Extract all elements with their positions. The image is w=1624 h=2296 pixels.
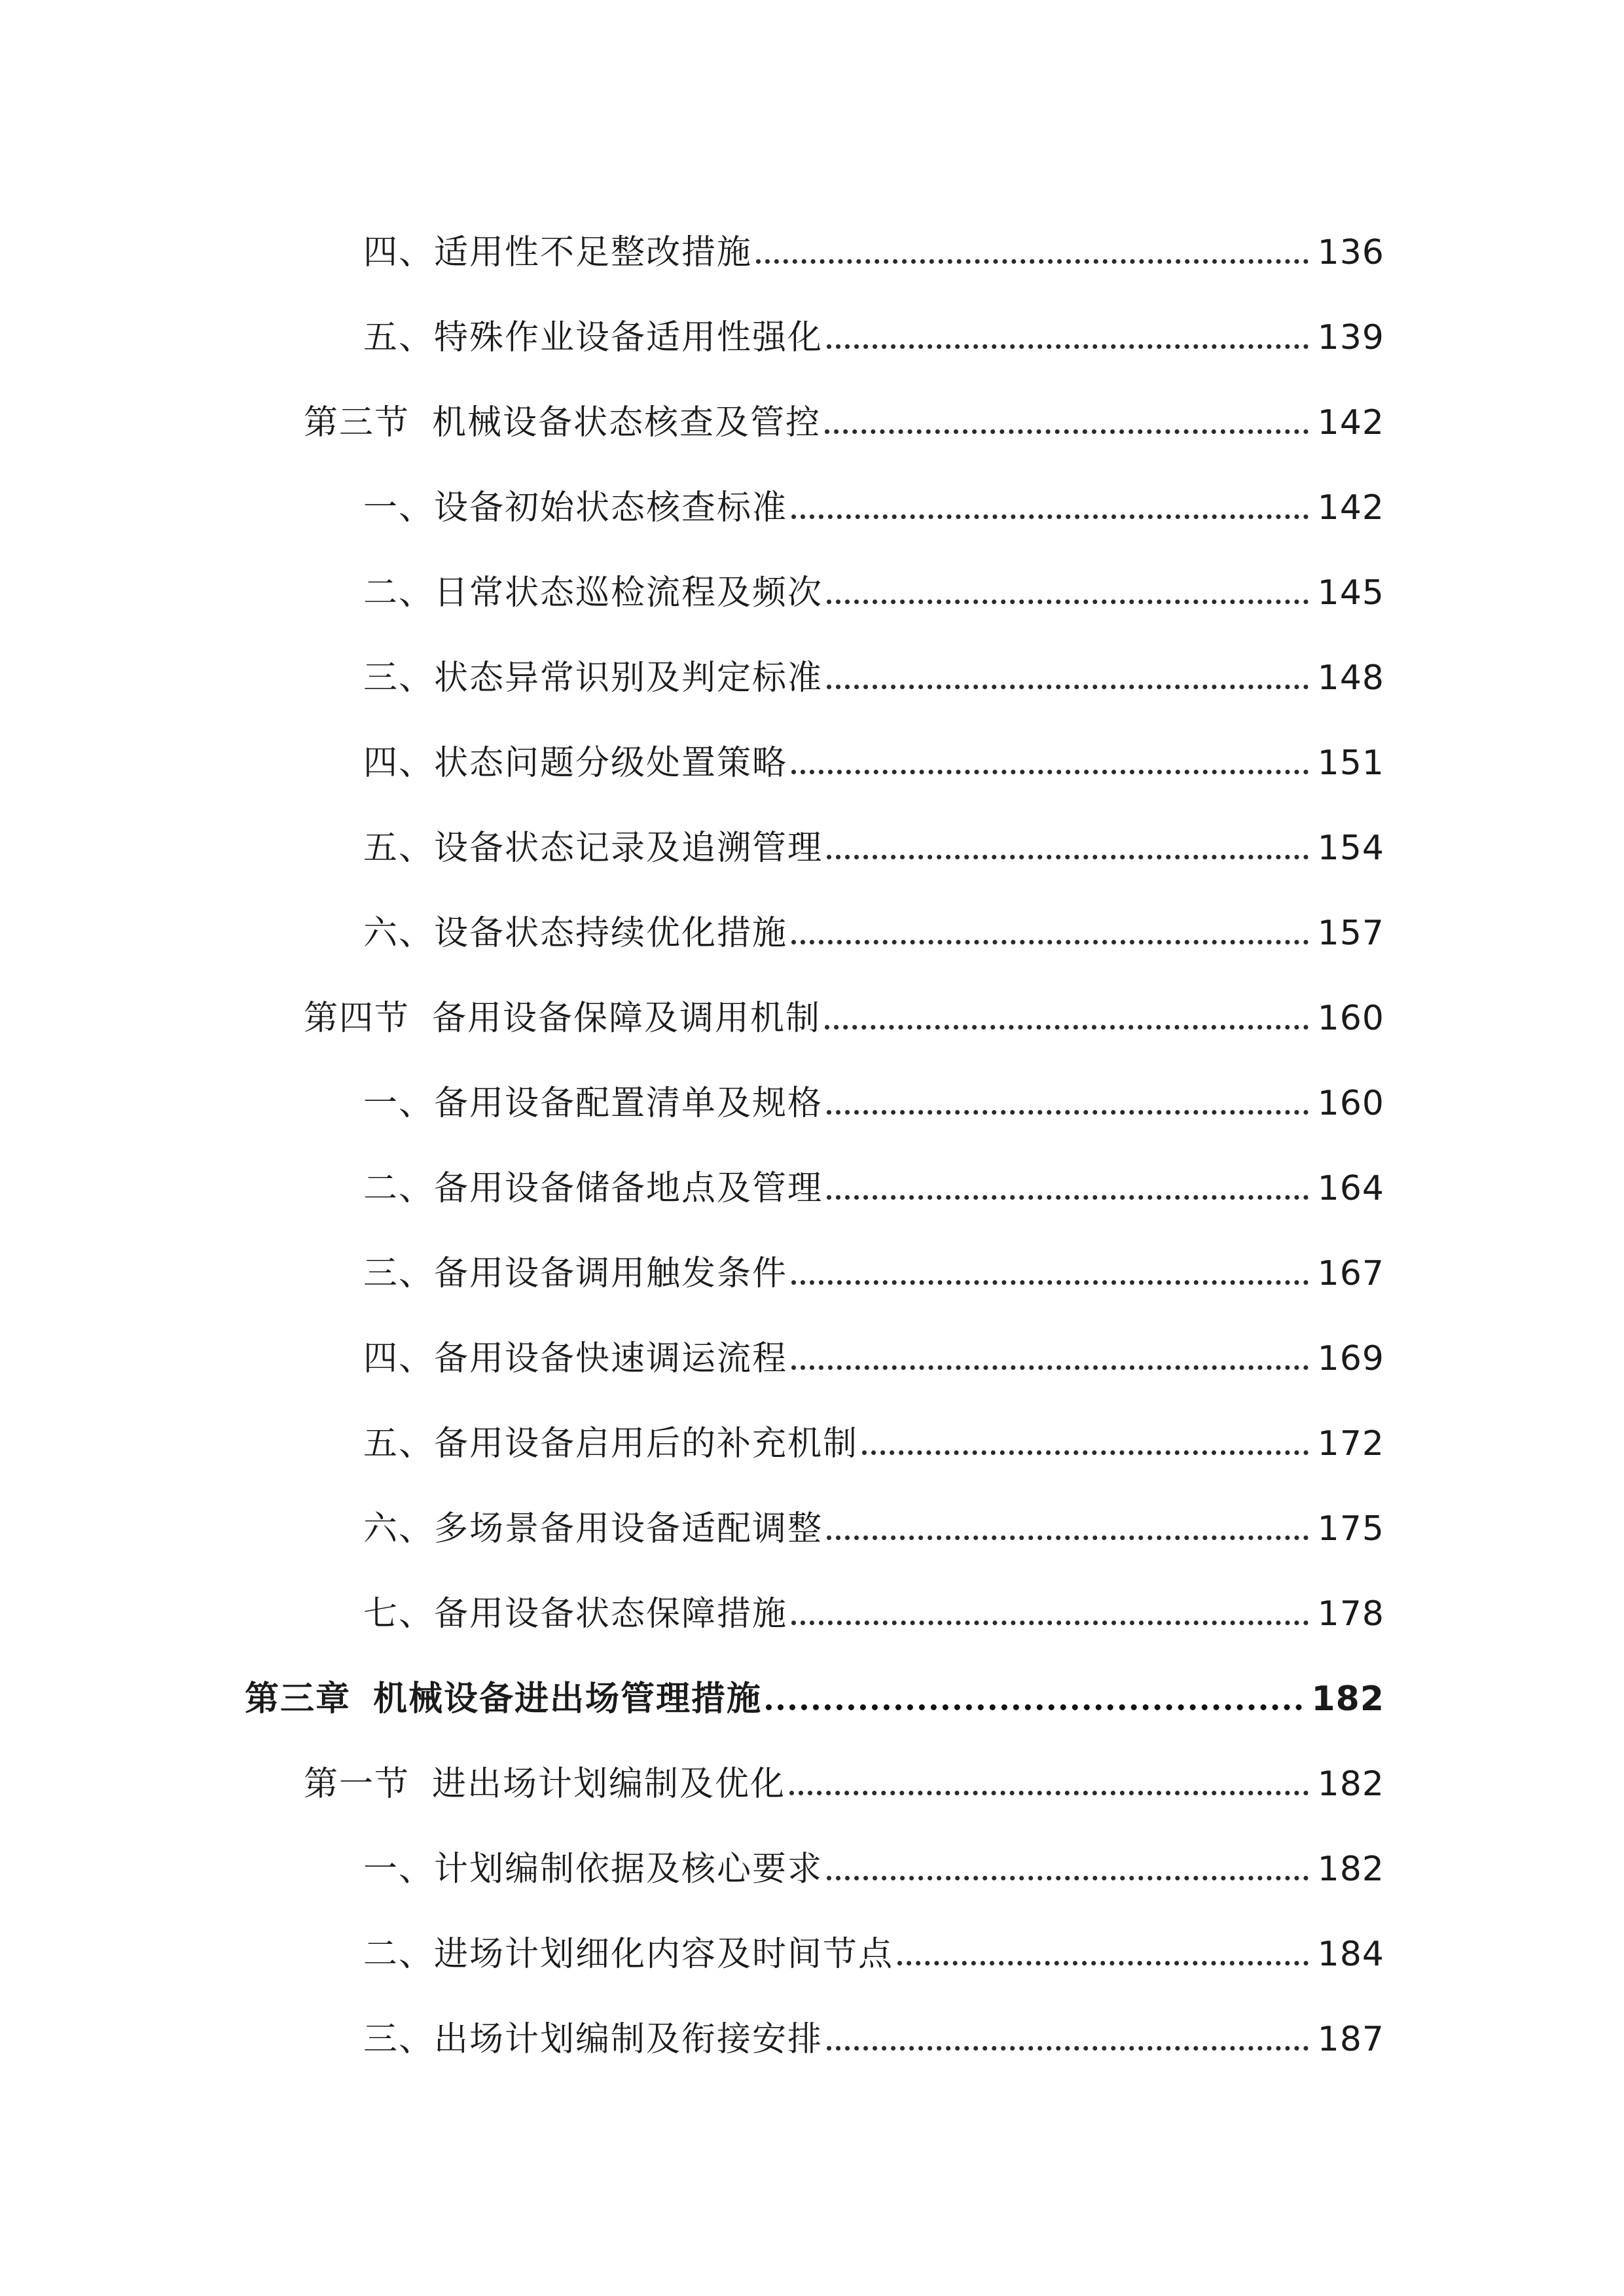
toc-entry-number: 六、 — [363, 1509, 435, 1549]
toc-entry-section[interactable] — [304, 977, 1384, 1038]
toc-entry-number: 一、 — [363, 488, 435, 528]
toc-page-number: 172 — [1317, 1424, 1384, 1463]
toc-entry[interactable] — [363, 1487, 1384, 1549]
toc-entry-text: 设备状态记录及追溯管理 — [434, 829, 823, 868]
toc-page-number: 157 — [1317, 914, 1384, 953]
toc-page-number: 154 — [1317, 829, 1384, 868]
toc-dot-leader — [766, 1704, 1302, 1710]
toc-entry[interactable] — [363, 806, 1384, 868]
toc-entry[interactable] — [363, 1317, 1384, 1376]
toc-entry[interactable] — [363, 891, 1384, 953]
toc-entry-text: 备用设备快速调运流程 — [434, 1339, 788, 1378]
toc-entry-number: 一、 — [363, 1084, 435, 1123]
toc-entry-title — [363, 233, 756, 272]
toc-entry-text: 备用设备配置清单及规格 — [434, 1084, 823, 1123]
toc-entry[interactable] — [363, 1912, 1384, 1974]
toc-dot-leader — [827, 855, 1308, 859]
toc-dot-leader — [862, 1450, 1308, 1455]
toc-entry-section[interactable] — [304, 381, 1384, 440]
toc-entry[interactable] — [363, 1147, 1384, 1206]
toc-page-number: 145 — [1317, 573, 1384, 613]
toc-entry-number: 第三章 — [245, 1679, 352, 1719]
toc-entry-text: 状态异常识别及判定标准 — [434, 658, 823, 698]
toc-entry[interactable] — [363, 1572, 1384, 1634]
toc-entry-text: 备用设备保障及调用机制 — [432, 999, 821, 1038]
toc-entry-text: 备用设备启用后的补充机制 — [434, 1424, 859, 1463]
toc-entry-number: 五、 — [363, 318, 435, 357]
toc-entry-number: 第四节 — [304, 999, 410, 1038]
toc-entry-chapter[interactable] — [245, 1657, 1384, 1719]
toc-entry-text: 备用设备状态保障措施 — [434, 1594, 788, 1634]
toc-entry-text: 设备初始状态核查标准 — [434, 488, 788, 528]
toc-entry-title — [304, 999, 825, 1038]
toc-entry-number: 二、 — [363, 1169, 435, 1208]
toc-entry-number: 六、 — [363, 914, 435, 953]
toc-entry-title — [363, 1594, 791, 1634]
toc-dot-leader — [897, 1961, 1308, 1965]
toc-entry-number: 三、 — [363, 2020, 435, 2059]
toc-page-number: 169 — [1317, 1339, 1384, 1378]
toc-entry[interactable] — [363, 721, 1384, 783]
toc-dot-leader — [791, 1365, 1308, 1370]
toc-dot-leader — [791, 514, 1308, 519]
toc-page-number: 184 — [1317, 1935, 1384, 1974]
toc-entry-title — [363, 2020, 827, 2059]
toc-page-number: 148 — [1317, 658, 1384, 698]
toc-dot-leader — [756, 259, 1308, 264]
toc-entry[interactable] — [363, 1062, 1384, 1121]
toc-dot-leader — [827, 685, 1308, 689]
toc-entry[interactable] — [363, 466, 1384, 528]
toc-entry-title — [363, 1169, 827, 1208]
toc-entry[interactable] — [363, 1827, 1384, 1889]
toc-dot-leader — [827, 1535, 1308, 1540]
toc-entry-title — [363, 1424, 862, 1463]
toc-entry-title — [363, 1339, 791, 1378]
toc-dot-leader — [825, 1025, 1308, 1030]
toc-page-number: 182 — [1317, 1765, 1384, 1804]
toc-page-number: 164 — [1317, 1169, 1384, 1208]
toc-entry-text: 机械设备进出场管理措施 — [373, 1679, 763, 1719]
toc-entry-title — [363, 1086, 827, 1121]
toc-page-number: 142 — [1317, 488, 1384, 528]
toc-entry-title — [363, 658, 827, 698]
toc-entry-number: 四、 — [363, 233, 435, 272]
toc-entry[interactable] — [363, 296, 1384, 355]
toc-entry-text: 设备状态持续优化措施 — [434, 914, 788, 953]
toc-entry-text: 出场计划编制及衔接安排 — [434, 2020, 823, 2059]
toc-page-number: 182 — [1311, 1679, 1384, 1719]
toc-page-number: 182 — [1317, 1850, 1384, 1889]
toc-entry-number: 第一节 — [304, 1765, 410, 1804]
toc-entry-title — [363, 1254, 791, 1293]
toc-entry-title — [363, 318, 827, 357]
toc-entry-number: 五、 — [363, 829, 435, 868]
toc-entry-number: 三、 — [363, 658, 435, 698]
toc-entry[interactable] — [363, 1402, 1384, 1461]
toc-dot-leader — [791, 940, 1308, 944]
toc-entry-number: 五、 — [363, 1424, 435, 1463]
toc-entry-title — [363, 1935, 897, 1974]
toc-page-number: 175 — [1317, 1509, 1384, 1549]
toc-dot-leader — [827, 600, 1308, 604]
toc-entry-title — [304, 403, 825, 442]
toc-page-number: 151 — [1317, 744, 1384, 783]
toc-entry-number: 二、 — [363, 573, 435, 613]
toc-entry-title — [363, 488, 791, 528]
toc-entry-text: 计划编制依据及核心要求 — [434, 1850, 823, 1889]
toc-entry-text: 多场景备用设备适配调整 — [434, 1509, 823, 1549]
toc-dot-leader — [827, 1876, 1308, 1880]
toc-dot-leader — [827, 344, 1308, 349]
toc-page-number: 142 — [1317, 403, 1384, 442]
toc-dot-leader — [791, 770, 1308, 774]
toc-entry-text: 备用设备调用触发条件 — [434, 1254, 788, 1293]
toc-entry-title — [363, 829, 827, 868]
toc-entry-title — [245, 1679, 766, 1719]
toc-entry-title — [363, 573, 827, 613]
toc-entry-text: 日常状态巡检流程及频次 — [434, 573, 823, 613]
toc-page-number: 136 — [1317, 233, 1384, 272]
toc-entry-section[interactable] — [304, 1742, 1384, 1804]
toc-entry-number: 一、 — [363, 1850, 435, 1889]
toc-entry-title — [363, 1850, 827, 1889]
toc-entry-text: 进场计划细化内容及时间节点 — [434, 1935, 894, 1974]
toc-entry[interactable] — [363, 211, 1384, 270]
toc-dot-leader — [827, 2046, 1308, 2051]
toc-entry-title — [304, 1765, 789, 1804]
toc-page-number: 167 — [1317, 1254, 1384, 1293]
toc-entry-text: 特殊作业设备适用性强化 — [434, 318, 823, 357]
toc-entry[interactable] — [363, 636, 1384, 698]
toc-dot-leader — [825, 429, 1308, 434]
toc-page-number: 139 — [1317, 318, 1384, 357]
toc-entry[interactable] — [363, 1998, 1384, 2059]
toc-page-number: 160 — [1317, 1084, 1384, 1123]
toc-entry-number: 四、 — [363, 744, 435, 783]
toc-page-number: 178 — [1317, 1594, 1384, 1634]
toc-entry[interactable] — [363, 551, 1384, 613]
toc-entry-title — [363, 1509, 827, 1549]
toc-entry-text: 进出场计划编制及优化 — [432, 1765, 786, 1804]
toc-dot-leader — [827, 1110, 1308, 1115]
toc-dot-leader — [791, 1280, 1308, 1285]
toc-entry[interactable] — [363, 1232, 1384, 1291]
toc-entry-text: 状态问题分级处置策略 — [434, 744, 788, 783]
toc-entry-text: 备用设备储备地点及管理 — [434, 1169, 823, 1208]
toc-entry-number: 二、 — [363, 1935, 435, 1974]
toc-entry-text: 机械设备状态核查及管控 — [432, 403, 821, 442]
toc-entry-title — [363, 744, 791, 783]
toc-entry-number: 三、 — [363, 1254, 435, 1293]
toc-entry-text: 适用性不足整改措施 — [434, 233, 753, 272]
toc-entry-number: 四、 — [363, 1339, 435, 1378]
toc-page-number: 160 — [1317, 999, 1384, 1038]
toc-entry-title — [363, 914, 791, 953]
toc-dot-leader — [789, 1791, 1308, 1795]
toc-dot-leader — [827, 1195, 1308, 1200]
toc-dot-leader — [791, 1621, 1308, 1625]
toc-page-number: 187 — [1317, 2020, 1384, 2059]
toc-entry-number: 第三节 — [304, 403, 410, 442]
toc-entry-number: 七、 — [363, 1594, 435, 1634]
